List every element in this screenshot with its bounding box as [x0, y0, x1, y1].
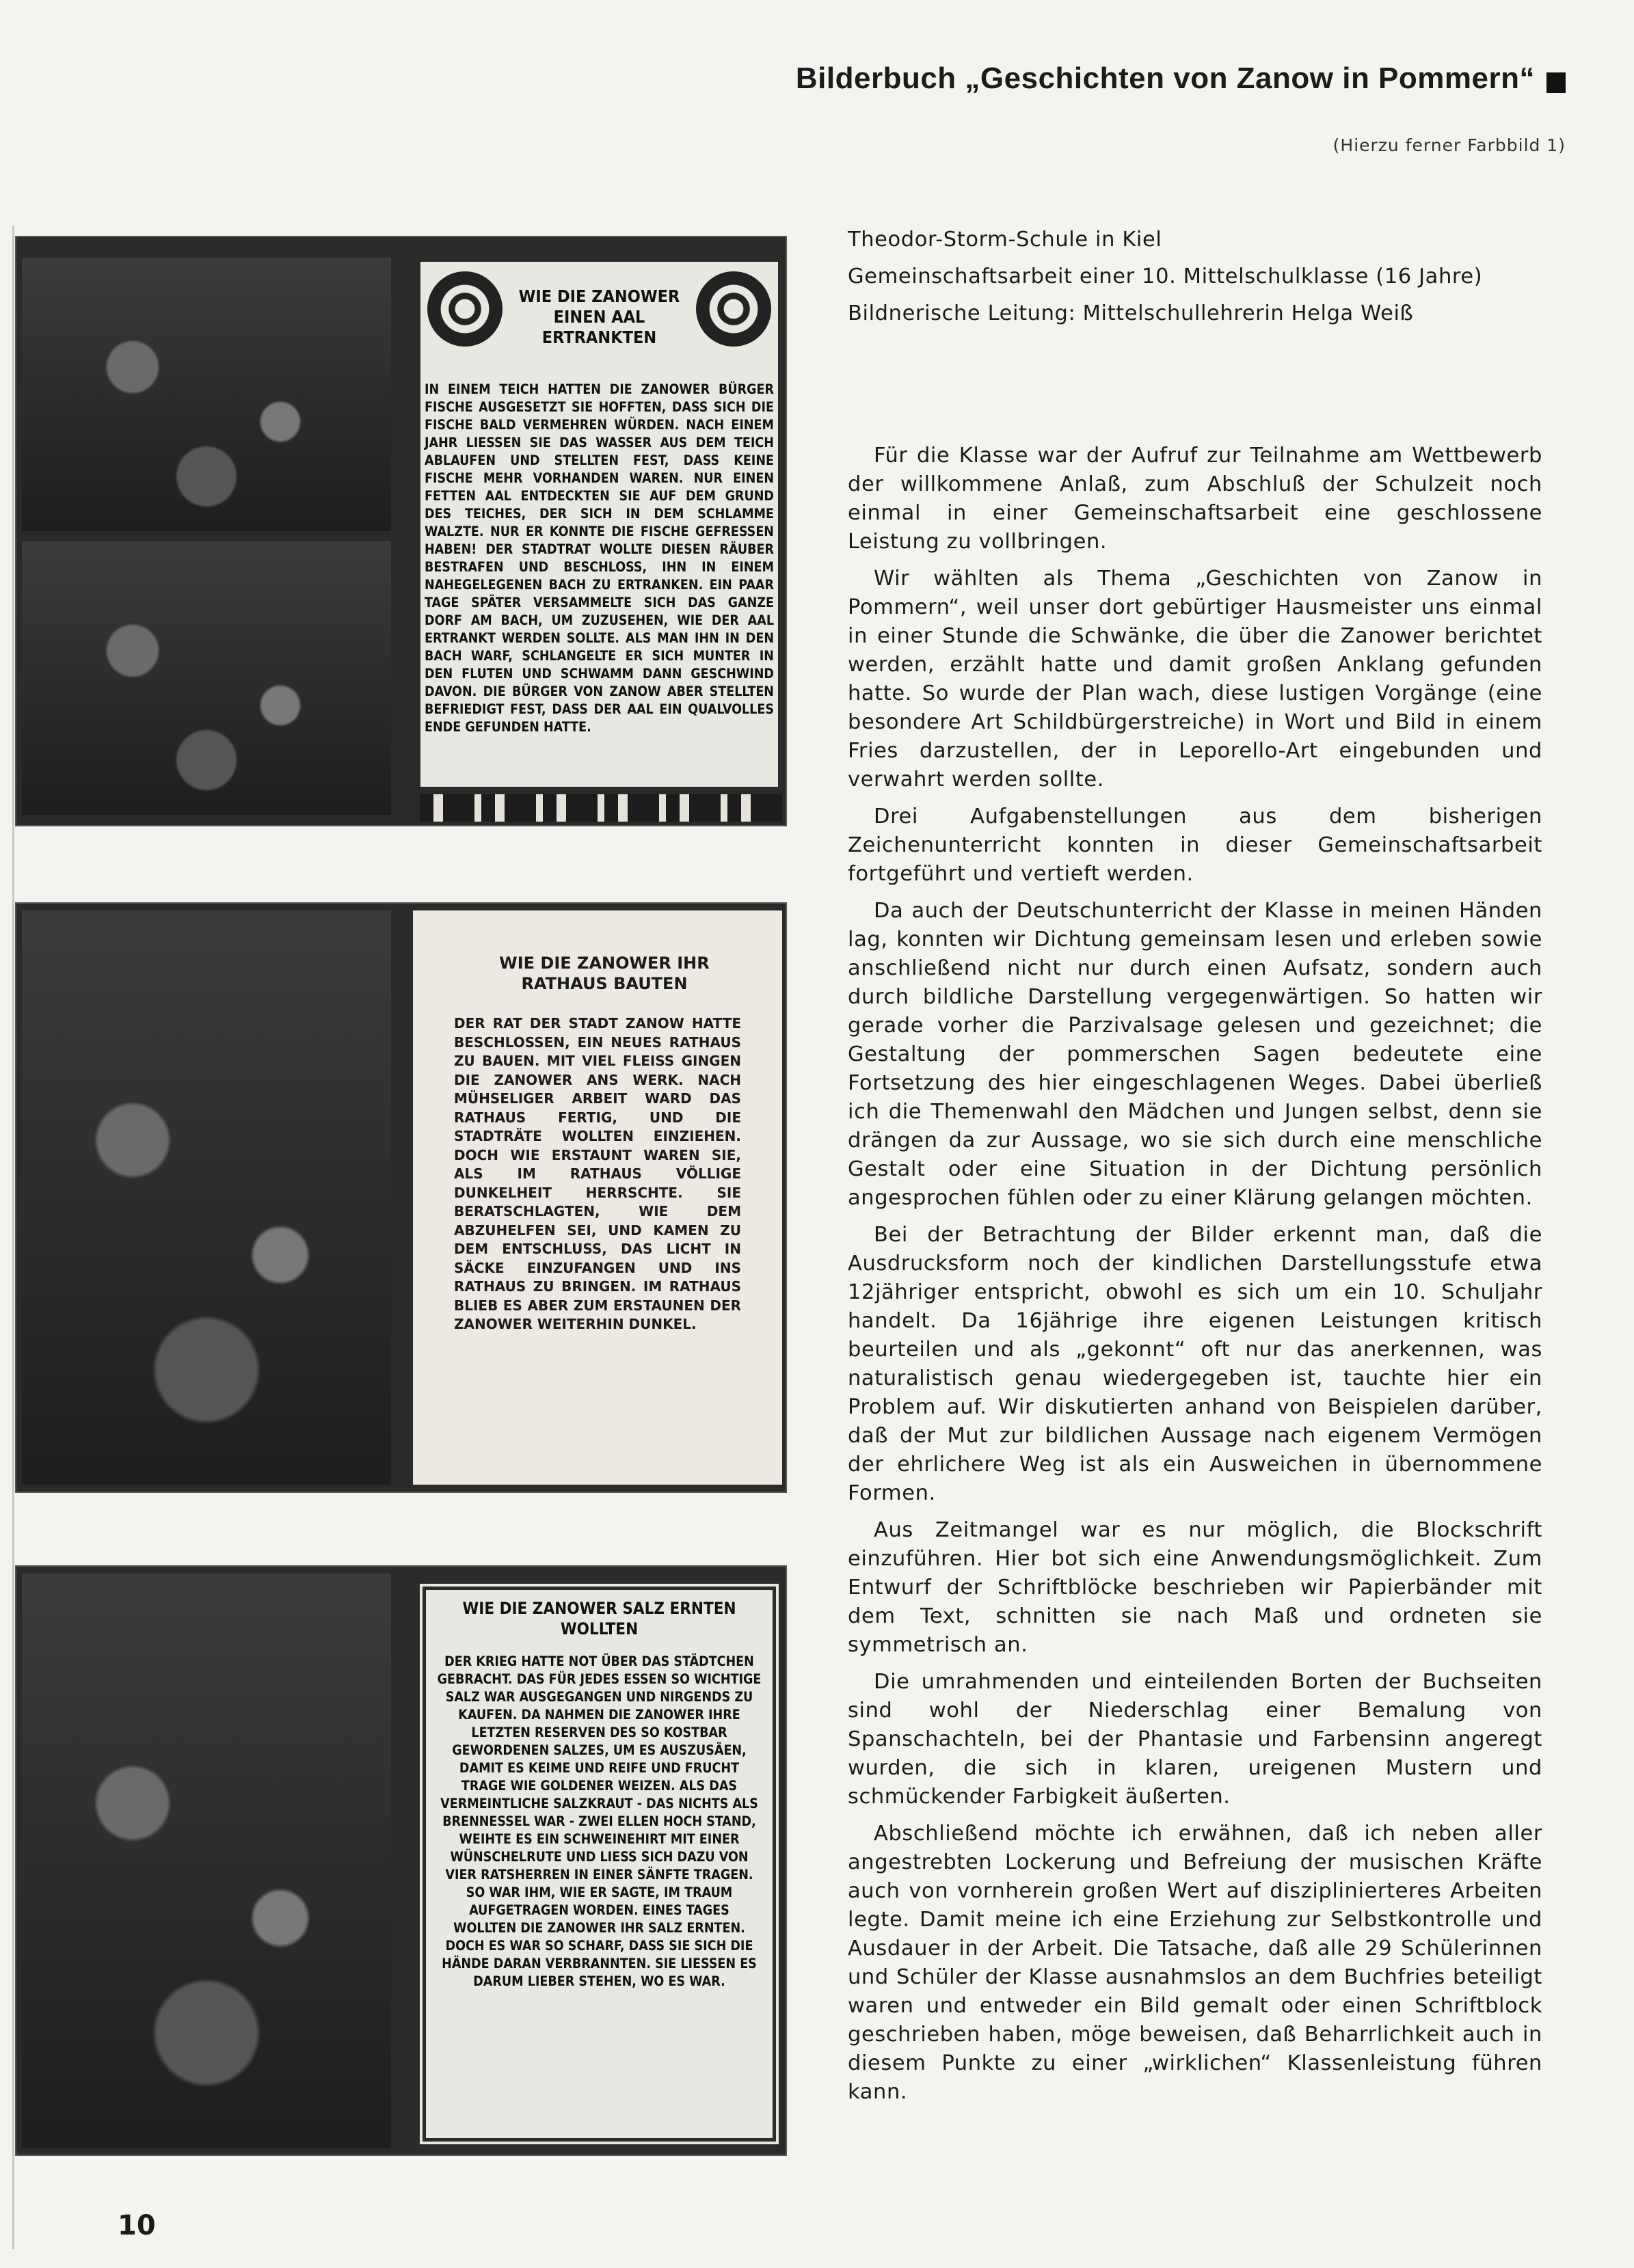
paragraph: Die umrahmenden und einteilenden Borten der Buchseiten sind wohl der Niederschlag einer Bemalung von Spanschachteln, bei der Phantasie und Farbensinn angeregt wurden, die sich in klaren, ureigenen Mustern und schmückender Farbigkeit äußerten.	[848, 1670, 1542, 1809]
story-title-3: WIE DIE ZANOWER SALZ ERNTEN WOLLTEN	[462, 1599, 736, 1638]
paragraph: Bei der Betrachtung der Bilder erkennt man, daß die Ausdrucksform noch der kindlichen Darstellungsstufe etwa 12jähriger entspricht, obwohl es sich um ein 10. Schuljahr handelt. Da 16jährige ihre eigenen Leistungen kritisch beurteilen und als „gekonnt“ oft nur das anerkennen, was naturalistisch genau wiedergegeben ist, tauchte hier ein Problem auf. Wir diskutierten anhand von Beispielen darüber, daß der Mut zur bildlichen Aussage nach eigenem Vermögen der ehrlichere Weg ist als ein Ausweichen in übernommene Formen.	[848, 1223, 1542, 1505]
story-body-1: IN EINEM TEICH HATTEN DIE ZANOWER BÜRGER FISCHE AUSGESETZT SIE HOFFTEN, DASS SICH DIE FISCHE BALD VERMEHREN WÜRDEN. NACH EINEM JAHR LIESSEN SIE DAS WASSER AUS DEM TEICH ABLAUFEN UND STELLTEN FEST, DASS KEINE FISCHE MEHR VORHANDEN WAREN. NUR EINEN FETTEN AAL ENTDECKTEN SIE AUF DEM GRUND DES TEICHES, DER SICH IN DEM SCHLAMME WALZTE. NUR ER KONNTE DIE FISCHE GEFRESSEN HABEN! DER STADTRAT WOLLTE DIESEN RÄUBER BESTRAFEN UND BESCHLOSS, IHN IN EINEM NAHEGELEGENEN BACH ZU ERTRANKEN. EIN PAAR TAGE SPÄTER VERSAMMELTE SICH DAS GANZE DORF AM BACH, UM ZUZUSEHEN, WIE DER AAL ERTRANKT WERDEN SOLLTE. ALS MAN IHN IN DEN BACH WARF, SCHLANGELTE ER SICH MUNTER IN DEN FLUTEN UND SCHWAMM DANN GESCHWIND DAVON. DIE BÜRGER VON ZANOW ABER STELLTEN BEFRIEDIGT FEST, DASS DER AAL EIN QUALVOLLES ENDE GEFUNDEN HATTE.	[425, 381, 774, 735]
left-margin-rule	[12, 226, 14, 2249]
paragraph: Wir wählten als Thema „Geschichten von Zanow in Pommern“, weil unser dort gebürtiger Hausmeister uns einmal in einer Stunde die Schwänke, die über die Zanower berichtet werden, erzählt hatte und damit großen Anklang gefunden hatte. So wurde der Plan wach, diese lustigen Vorgänge (eine besondere Art Schildbürgerstreiche) in Wort und Bild in einem Fries darzustellen, der in Leporello-Art eingebunden und verwahrt werden sollte.	[848, 567, 1542, 792]
credit-school: Theodor-Storm-Schule in Kiel	[848, 228, 1162, 252]
illustration-picture-salt-harvest	[22, 1574, 391, 2148]
credits-block	[848, 226, 1542, 336]
page-number: 10	[118, 2210, 156, 2241]
illustration-picture-eel-crowd	[22, 541, 391, 815]
paragraph: Aus Zeitmangel war es nur möglich, die Blockschrift einzuführen. Hier bot sich eine Anwendungsmöglichkeit. Zum Entwurf der Schriftblöcke beschrieben wir Papierbänder mit dem Text, schnitten sie nach Maß und ordneten sie symmetrisch an.	[848, 1518, 1542, 1657]
paragraph: Für die Klasse war der Aufruf zur Teilnahme am Wettbewerb der willkommene Anlaß, zum Abschluß der Schulzeit noch einmal in einer Gemeinschaftsarbeit eine geschlossene Leistung zu vollbringen.	[848, 444, 1542, 554]
story-text-panel-1	[416, 258, 782, 791]
ornament-border-strip-1	[420, 794, 782, 822]
story-text-panel-3	[416, 1580, 782, 2148]
credit-class: Gemeinschaftsarbeit einer 10. Mittelschulklasse (16 Jahre)	[848, 265, 1483, 288]
story-text-panel-2	[413, 910, 782, 1485]
illustration-panel-3	[15, 1565, 787, 2156]
article-body	[848, 442, 1542, 2115]
illustration-picture-rathaus	[22, 910, 391, 1485]
ornament-emblem-right	[696, 271, 771, 347]
paragraph: Abschließend möchte ich erwähnen, daß ich neben aller angestrebten Lockerung und Befreiung der musischen Kräfte auch von vornherein großen Wert auf disziplinierteres Arbeiten legte. Damit meine ich eine Erziehung zur Selbstkontrolle und Ausdauer in der Arbeit. Die Tatsache, daß alle 29 Schülerinnen und Schüler der Klasse ausnahmslos an dem Buchfries beteiligt waren und entweder ein Bild gemalt oder einen Schriftblock geschrieben haben, möge beweisen, daß Beharrlichkeit auch in diesem Punkte zu einer „wirklichen“ Klassenleistung führen kann.	[848, 1822, 1542, 2104]
story-body-3: DER KRIEG HATTE NOT ÜBER DAS STÄDTCHEN GEBRACHT. DAS FÜR JEDES ESSEN SO WICHTIGE SALZ WAR AUSGEGANGEN UND NIRGENDS ZU KAUFEN. DA NAHMEN DIE ZANOWER IHRE LETZTEN RESERVEN DES SO KOSTBAR GEWORDENEN SALZES, UM ES AUSZUSÄEN, DAMIT ES KEIME UND REIFE UND FRUCHT TRAGE WIE GOLDENER WEIZEN. ALS DAS VERMEINTLICHE SALZKRAUT - DAS NICHTS ALS BRENNESSEL WAR - ZWEI ELLEN HOCH STAND, WEIHTE ES EIN SCHWEINEHIRT MIT EINER WÜNSCHELRUTE UND LIESS SICH DAZU VON VIER RATSHERREN IN EINER SÄNFTE TRAGEN. SO WAR IHM, WIE ER SAGTE, IM TRAUM AUFGETRAGEN WORDEN. EINES TAGES WOLLTEN DIE ZANOWER IHR SALZ ERNTEN. DOCH ES WAR SO SCHARF, DASS SIE SICH DIE HÄNDE DARAN VERBRANNTEN. SIE LIESSEN ES DARUM LIEBER STEHEN, WO ES WAR.	[437, 1653, 762, 1989]
story-body-2: DER RAT DER STADT ZANOW HATTE BESCHLOSSEN, EIN NEUES RATHAUS ZU BAUEN. MIT VIEL FLEISS GINGEN DIE ZANOWER ANS WERK. NACH MÜHSELIGER ARBEIT WARD DAS RATHAUS FERTIG, UND DIE STADTRÄTE WOLLTEN EINZIEHEN. DOCH WIE ERSTAUNT WAREN SIE, ALS IM RATHAUS VÖLLIGE DUNKELHEIT HERRSCHTE. SIE BERATSCHLAGTEN, WIE DEM ABZUHELFEN SEI, UND KAMEN ZU DEM ENTSCHLUSS, DAS LICHT IN SÄCKE EINZUFANGEN UND INS RATHAUS ZU BRINGEN. IM RATHAUS BLIEB ES ABER ZUM ERSTAUNEN DER ZANOWER WEITERHIN DUNKEL.	[454, 1014, 741, 1334]
page-title: Bilderbuch „Geschichten von Zanow in Pommern“	[795, 62, 1535, 95]
credit-teacher: Bildnerische Leitung: Mittelschullehrerin Helga Weiß	[848, 301, 1414, 325]
illustration-panel-1	[15, 236, 787, 826]
story-title-1: WIE DIE ZANOWER EINEN AAL ERTRANKTEN	[518, 286, 680, 347]
illustration-picture-fishpond	[22, 258, 391, 531]
paragraph: Da auch der Deutschunterricht der Klasse in meinen Händen lag, konnten wir Dichtung gemeinsam lesen und erleben sowie anschließend nicht nur durch einen Aufsatz, sondern auch durch bildliche Darstellung vergegenwärtigen. So hatten wir gerade vorher die Parzivalsage gelesen und gezeichnet; die Gestaltung der pommerschen Sagen bedeutete eine Fortsetzung des hier eingeschlagenen Weges. Dabei überließ ich die Themenwahl den Mädchen und Jungen selbst, denn sie drängen da zur Aussage, wo sie sich durch eine menschliche Gestalt oder eine Situation in der Dichtung persönlich angesprochen fühlen oder zu einer Klärung gelangen möchten.	[848, 899, 1542, 1210]
ornament-emblem-left	[427, 271, 503, 347]
story-title-2: WIE DIE ZANOWER IHR RATHAUS BAUTEN	[468, 953, 741, 994]
paragraph: Drei Aufgabenstellungen aus dem bisherigen Zeichenunterricht konnten in dieser Gemeinschaftsarbeit fortgeführt und vertieft werden.	[848, 805, 1542, 886]
illustration-panel-2	[15, 902, 787, 1493]
header-note: (Hierzu ferner Farbbild 1)	[1332, 135, 1566, 155]
header-square-mark	[1546, 72, 1566, 93]
